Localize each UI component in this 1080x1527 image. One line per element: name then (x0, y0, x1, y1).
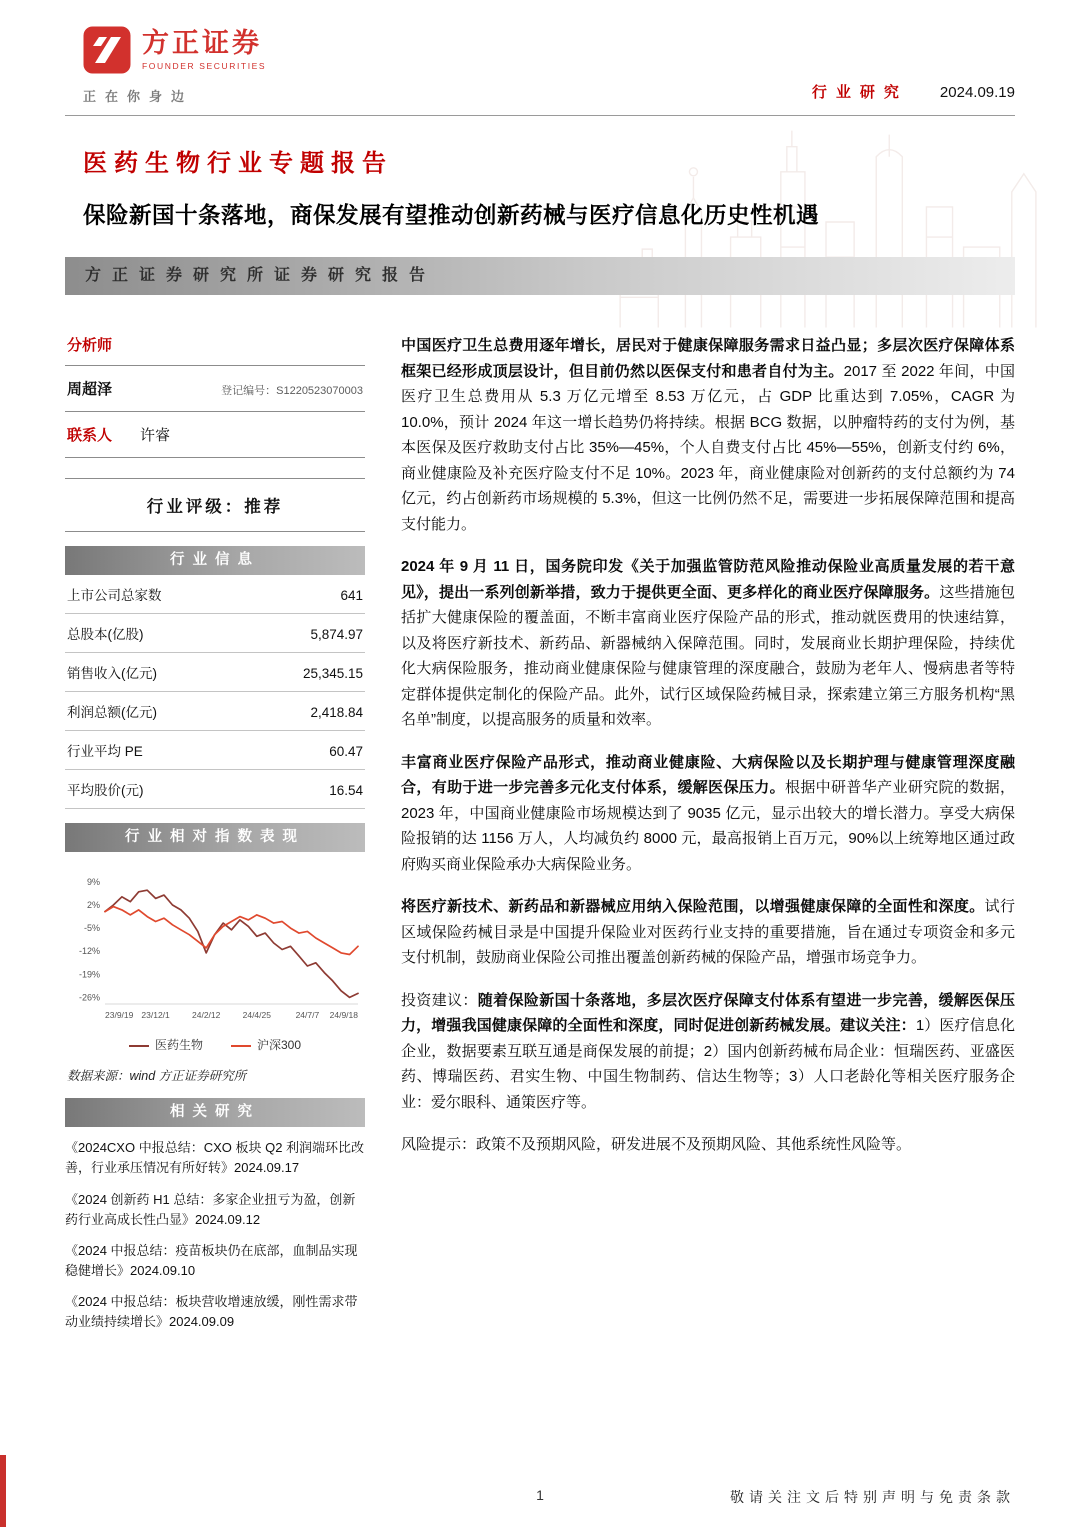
report-body (401, 321, 1015, 1175)
related-research-list (65, 1138, 365, 1332)
info-value: 60.47 (329, 744, 363, 760)
legend-swatch (231, 1045, 251, 1047)
body-paragraph (401, 988, 1015, 1116)
industry-info-row (65, 731, 365, 770)
founder-securities-logo-icon (83, 26, 131, 74)
svg-text:-19%: -19% (78, 969, 100, 980)
paragraph-text: 1）医疗信息化企业，数据要素互联互通是商保发展的前提；2）国内创新药械布局企业：恒瑞医药、亚盛医药、博瑞医药、君实生物、中国生物制药、信达生物等；3）人口老龄化等相关医疗服务企业：爱尔眼科、通策医疗等。 (401, 1017, 1016, 1111)
chart-legend (65, 1036, 365, 1053)
industry-info-row (65, 614, 365, 653)
paragraph-text: 根据中研普华产业研究院的数据，2023 年，中国商业健康险市场规模达到了 9035 亿元，显示出较大的增长潜力。享受大病保险报销的达 1156 万人，人均减负约 8000 元，最高报销上百万元，90%以上统筹地区通过政府购买商业保险承办大病保险业务。 (401, 779, 1015, 873)
brand-block (83, 26, 266, 105)
info-value: 641 (340, 588, 363, 604)
info-value: 2,418.84 (310, 705, 363, 721)
contact-row (65, 412, 365, 458)
report-category: 行业研究 (811, 84, 908, 101)
header-meta (812, 81, 1015, 105)
header-divider (65, 115, 1015, 116)
analyst-label: 分析师 (65, 321, 365, 366)
info-value: 5,874.97 (310, 627, 363, 643)
institute-banner: 方正证券研究所证券研究报告 (65, 257, 1015, 295)
industry-info-row (65, 770, 365, 809)
info-label: 行业平均 PE (67, 744, 143, 760)
industry-info-row (65, 692, 365, 731)
info-value: 25,345.15 (302, 666, 363, 682)
page-footer (65, 1487, 1015, 1509)
related-research-item: 《2024 中报总结：疫苗板块仍在底部，血制品实现稳健增长》2024.09.10 (65, 1242, 358, 1278)
legend-label: 医药生物 (154, 1038, 203, 1053)
paragraph-text: 2017 至 2022 年间，中国医疗卫生总费用从 5.3 万亿元增至 8.53 万亿元，占 GDP 比重达到 7.05%，CAGR 为 10.0%，预计 2024 年这一增长趋势仍将持续。根据 BCG 数据，以肿瘤特药的支付为例，基本医保及医疗救助支付占比 35%—45%，个人自费支付占比 45%—55%，创新支付约 6%，商业健康险及补充医疗险支付不足 10%。2023 年，商业健康险对创新药的支付总额约为 74 亿元，约占创新药市场规模的 5.3%，但这一比例仍然不足，需要进一步拓展保障范围和提高支付能力。 (401, 362, 1015, 533)
paragraph-lead: 中国医疗卫生总费用逐年增长，居民对于健康保障服务需求日益凸显；多层次医疗保障体系框架已经形成顶层设计，但目前仍然以医保支付和患者自付为主。 (401, 337, 1015, 380)
related-research-item: 《2024CXO 中报总结：CXO 板块 Q2 利润端环比改善，行业承压情况有所好转》2024.09.17 (65, 1140, 365, 1176)
svg-text:24/7/7: 24/7/7 (295, 1010, 320, 1021)
chart-section-header: 行业相对指数表现 (65, 823, 365, 852)
info-value: 16.54 (329, 783, 363, 799)
body-paragraph (401, 333, 1015, 537)
related-research-item: 《2024 创新药 H1 总结：多家企业扭亏为盈，创新药行业高成长性凸显》2024.09.12 (65, 1191, 356, 1227)
legend-swatch (129, 1045, 149, 1047)
brand-name: 方正证券 (142, 27, 262, 58)
report-series-label: 医药生物行业专题报告 (83, 150, 393, 177)
analyst-row (65, 366, 365, 412)
analyst-registration-id: 登记编号：S1220523070003 (221, 385, 363, 398)
sidebar (65, 321, 365, 1343)
paragraph-text: 投资建议： (401, 991, 478, 1009)
analyst-name: 周超泽 (67, 381, 113, 399)
industry-info-table (65, 575, 365, 809)
info-label: 销售收入(亿元) (67, 666, 157, 682)
info-label: 平均股价(元) (67, 783, 144, 799)
paragraph-lead: 将医疗新技术、新药品和新器械应用纳入保险范围，以增强健康保障的全面性和深度。 (401, 898, 985, 916)
svg-text:23/12/1: 23/12/1 (141, 1010, 170, 1021)
related-research-item: 《2024 中报总结：板块营收增速放缓，刚性需求带动业绩持续增长》2024.09.09 (65, 1294, 358, 1330)
industry-info-header: 行业信息 (65, 546, 365, 575)
legend-item (129, 1036, 203, 1053)
svg-text:9%: 9% (86, 877, 100, 888)
paragraph-lead: 随着保险新国十条落地，多层次医疗保障支付体系有望进一步完善，缓解医保压力，增强我国健康保障的全面性和深度，同时促进创新药械发展。建议关注： (401, 991, 1015, 1035)
body-paragraph (401, 1132, 1015, 1158)
paragraph-text: 试行区域保险药械目录是中国提升保险业对医药行业支持的重要措施，旨在通过专项资金和多元支付机制，鼓励商业保险公司推出覆盖创新药械的保险产品，增强市场竞争力。 (401, 898, 1015, 967)
svg-text:-26%: -26% (78, 992, 100, 1003)
body-paragraph (401, 894, 1015, 971)
body-paragraph (401, 750, 1015, 878)
info-label: 利润总额(亿元) (67, 705, 157, 721)
brand-text (142, 27, 267, 71)
industry-rating: 行业评级：推荐 (65, 478, 365, 532)
brand-name-en: FOUNDER SECURITIES (142, 60, 267, 71)
svg-text:-12%: -12% (78, 946, 100, 957)
paragraph-lead: 2024 年 9 月 11 日，国务院印发《关于加强监管防范风险推动保险业高质量发展的若干意见》，提出一系列创新举措，致力于提供更全面、更多样化的商业医疗保障服务。 (401, 558, 1015, 601)
legend-item (231, 1036, 301, 1053)
svg-text:24/4/25: 24/4/25 (242, 1010, 271, 1021)
page-number: 1 (536, 1487, 544, 1503)
report-date: 2024.09.19 (939, 84, 1015, 101)
report-title: 保险新国十条落地，商保发展有望推动创新药械与医疗信息化历史性机遇 (83, 203, 820, 228)
industry-info-row (65, 575, 365, 614)
footer-disclaimer: 敬请关注文后特别声明与免责条款 (730, 1489, 1015, 1505)
industry-info-row (65, 653, 365, 692)
info-label: 总股本(亿股) (67, 627, 144, 643)
svg-text:2%: 2% (86, 900, 100, 911)
contact-name: 许睿 (140, 427, 171, 445)
paragraph-lead: 丰富商业医疗保险产品形式，推动商业健康险、大病保险以及长期护理与健康管理深度融合，有助于进一步完善多元化支付体系，缓解医保压力。 (401, 753, 1015, 797)
paragraph-text: 这些措施包括扩大健康保险的覆盖面，不断丰富商业医疗保险产品的形式，推动就医费用的快速结算，以及将医疗新技术、新药品、新器械纳入保障范围。同时，发展商业长期护理保险，持续优化大病保险服务，推动商业健康保险与健康管理的深度融合，鼓励为老年人、慢病患者等特定群体提供定制化的保险产品。此外，试行区域保险药械目录，探索建立第三方服务机构“黑名单”制度，以提高服务的质量和效率。 (401, 583, 1015, 729)
relative-index-chart (65, 862, 365, 1034)
related-research-header: 相关研究 (65, 1098, 365, 1127)
brand-slogan: 正在你身边 (83, 89, 194, 104)
svg-text:23/9/19: 23/9/19 (105, 1010, 134, 1021)
paragraph-text: 风险提示：政策不及预期风险，研发进展不及预期风险、其他系统性风险等。 (401, 1136, 912, 1154)
svg-text:24/2/12: 24/2/12 (192, 1010, 221, 1021)
red-edge-mark (0, 1455, 6, 1527)
data-source-note: 数据来源：wind 方正证券研究所 (67, 1069, 247, 1084)
body-paragraph (401, 554, 1015, 733)
contact-label: 联系人 (67, 427, 113, 445)
svg-text:-5%: -5% (83, 923, 100, 934)
info-label: 上市公司总家数 (67, 588, 162, 604)
legend-label: 沪深300 (256, 1038, 302, 1053)
page-header (83, 26, 1015, 105)
svg-text:24/9/18: 24/9/18 (329, 1010, 358, 1021)
